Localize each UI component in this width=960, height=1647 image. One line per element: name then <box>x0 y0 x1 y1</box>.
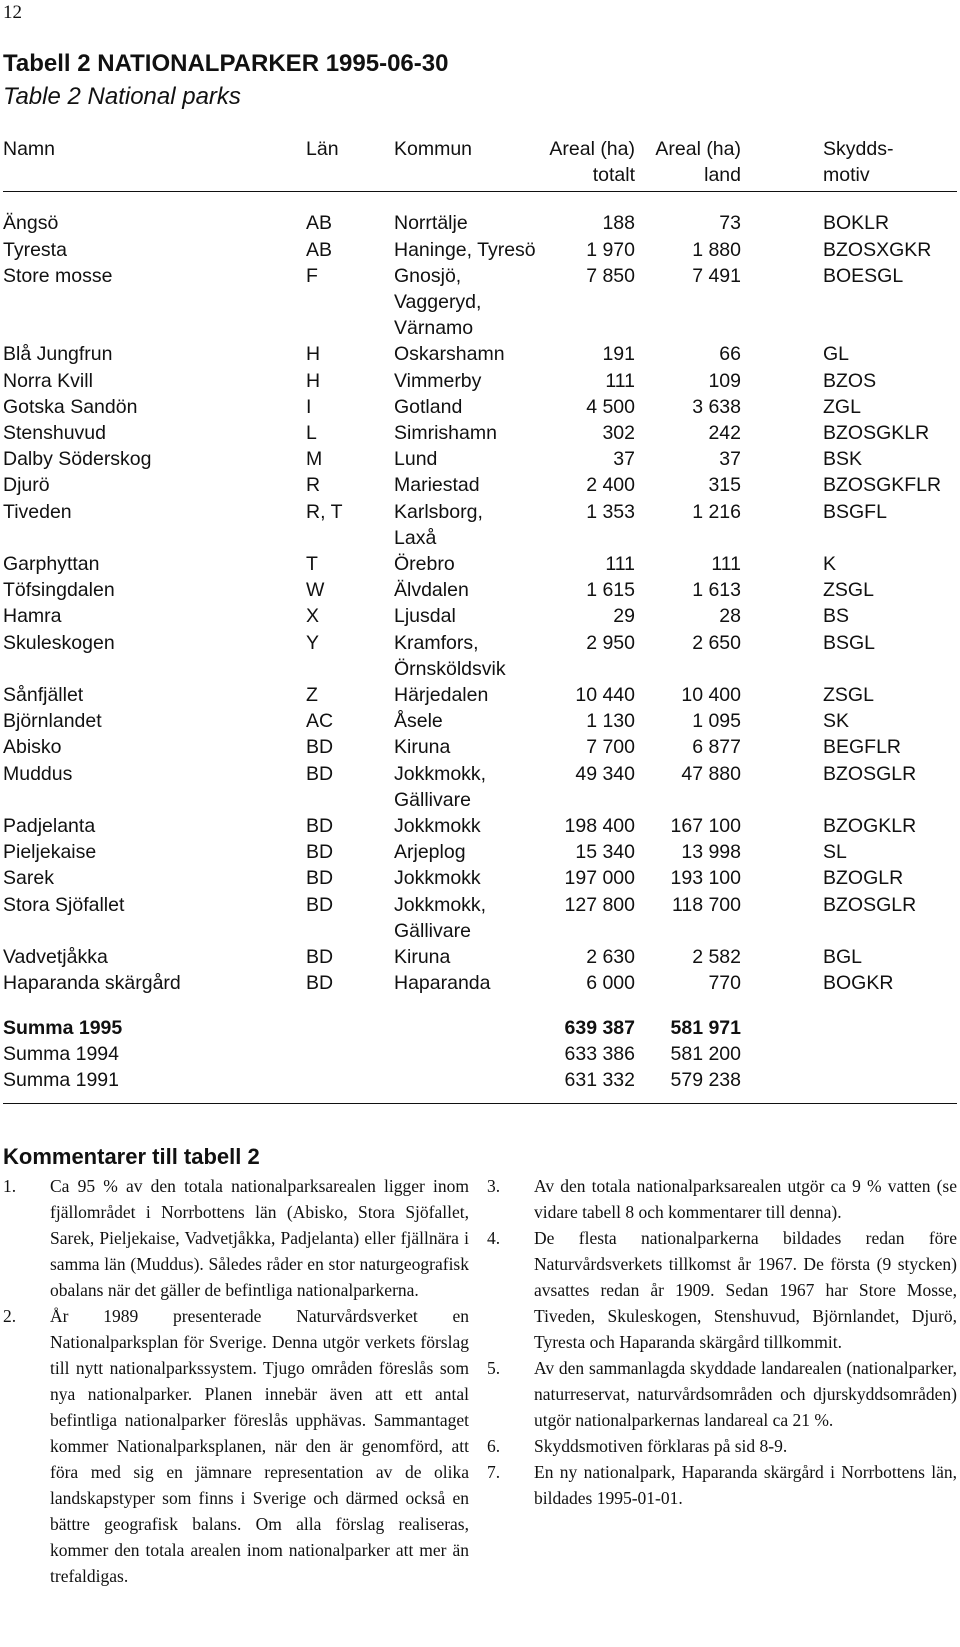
park-areal-totalt: 2 950 <box>586 631 635 654</box>
comment-item <box>487 1173 957 1225</box>
sum-areal-land: 581 200 <box>670 1042 741 1065</box>
table-row <box>3 892 957 944</box>
park-kommun <box>394 734 523 760</box>
park-kommun <box>394 368 523 394</box>
park-kommun <box>394 210 523 236</box>
kommun-line: Arjeplog <box>394 841 466 864</box>
park-areal-land: 1 613 <box>692 579 741 602</box>
sum-label: Summa 1994 <box>3 1042 119 1065</box>
sum-areal-land: 579 238 <box>635 1067 741 1104</box>
park-skyddsmotiv: GL <box>823 343 850 366</box>
park-kommun <box>394 394 523 420</box>
column-gap <box>741 1015 823 1041</box>
kommun-line: Norrtälje <box>394 212 468 235</box>
park-areal-totalt: 1 130 <box>586 710 635 733</box>
park-areal-totalt: 2 400 <box>586 474 635 497</box>
kommun-line: Örnsköldsvik <box>394 657 506 680</box>
table-row <box>3 420 957 446</box>
comment-item <box>487 1459 957 1511</box>
park-skyddsmotiv: BSK <box>823 448 863 471</box>
park-areal-land: 2 582 <box>692 946 741 969</box>
park-areal-land: 2 650 <box>692 631 741 654</box>
park-areal-totalt: 4 500 <box>586 395 635 418</box>
park-areal-totalt: 2 630 <box>586 946 635 969</box>
kommun-line: Simrishamn <box>394 422 497 445</box>
table-row <box>3 341 957 367</box>
park-areal-land: 193 100 <box>670 867 741 890</box>
column-gap <box>741 839 823 865</box>
park-kommun <box>394 970 523 996</box>
park-skyddsmotiv: BS <box>823 605 850 628</box>
park-kommun <box>394 708 523 734</box>
park-lan: BD <box>306 762 334 785</box>
park-lan: H <box>306 343 321 366</box>
park-lan: X <box>306 605 320 628</box>
park-kommun <box>394 682 523 708</box>
table-row <box>3 237 957 263</box>
column-gap <box>741 734 823 760</box>
comment-item <box>3 1303 469 1589</box>
park-lan: Y <box>306 631 320 654</box>
park-name: Norra Kvill <box>3 369 93 392</box>
table-row <box>3 499 957 551</box>
park-areal-totalt: 49 340 <box>575 762 635 785</box>
park-name: Stora Sjöfallet <box>3 893 125 916</box>
park-name: Skuleskogen <box>3 631 115 654</box>
park-skyddsmotiv: BZOS <box>823 369 877 392</box>
park-skyddsmotiv: BZOSGKFLR <box>823 474 942 497</box>
park-name: Hamra <box>3 605 62 628</box>
park-kommun <box>394 603 523 629</box>
kommun-line: Kiruna <box>394 946 451 969</box>
column-gap <box>741 682 823 708</box>
park-areal-land: 10 400 <box>681 684 741 707</box>
header-areal-land: Areal (ha) land <box>635 136 741 192</box>
park-areal-land: 7 491 <box>692 264 741 287</box>
table-row <box>3 865 957 891</box>
park-skyddsmotiv: ZSGL <box>823 579 874 602</box>
park-areal-land: 66 <box>719 343 741 366</box>
comment-text: Ca 95 % av den totala nationalparksarealen ligger inom fjällområdet i Norrbottens län (Abisko, Stora Sjöfallet, Sarek, Pieljekaise, Vadvetjåkka, Padjelanta) eller fjällnära i samma län (Muddus). Således råder en stor naturgeografisk obalans när det gäller de befintliga nationalparkerna. <box>50 1176 469 1300</box>
park-skyddsmotiv: BZOSGLR <box>823 762 917 785</box>
header-lan: Län <box>306 136 394 192</box>
comment-number: 7. <box>487 1462 501 1482</box>
comment-text: År 1989 presenterade Naturvårdsverket en Nationalparksplan för Sverige. Denna utgör verkets förslag till nytt nationalparkssystem. Tjugo områden föreslås som nya nationalparker. Planen innebär även att ett antal befintliga nationalparker föreslås upphävas. Sammantaget kommer Nationalparksplanen, när den är genomförd, att föra med sig en jämnare representation av de olika landskapstyper som finns i Sverige och därmed också en bättre geografisk balans. Om alla förslag realiseras, kommer den totala arealen inom nationalparker att mer än trefaldigas. <box>50 1306 469 1586</box>
park-areal-land: 13 998 <box>681 841 741 864</box>
column-gap <box>741 368 823 394</box>
park-lan: BD <box>306 972 334 995</box>
comments-title: Kommentarer till tabell 2 <box>3 1144 260 1169</box>
park-kommun <box>394 839 523 865</box>
table-row <box>3 551 957 577</box>
park-kommun <box>394 472 523 498</box>
park-areal-totalt: 127 800 <box>564 893 635 916</box>
table-row <box>3 970 957 996</box>
kommun-line: Jokkmokk <box>394 815 481 838</box>
park-lan: BD <box>306 893 334 916</box>
comment-number: 4. <box>487 1228 501 1248</box>
comment-text: De flesta nationalparkerna bildades redan före Naturvårdsverkets tillkomst år 1967. De första (9 stycken) avsattes redan år 1909. Sedan 1967 har Store Mosse, Tiveden, Skuleskogen, Stenshuvud, Björnlandet, Djurö, Tyresta och Haparanda skärgård tillkommit. <box>534 1228 957 1352</box>
park-kommun <box>394 865 523 891</box>
table-subtitle: Table 2 National parks <box>3 83 241 110</box>
kommun-line: Jokkmokk, <box>394 762 487 785</box>
table-row <box>3 682 957 708</box>
park-areal-totalt: 15 340 <box>575 841 635 864</box>
sum-label: Summa 1991 <box>3 1067 523 1104</box>
park-areal-land: 315 <box>708 474 741 497</box>
comment-text: Skyddsmotiven förklaras på sid 8-9. <box>534 1436 788 1456</box>
park-areal-totalt: 7 850 <box>586 264 635 287</box>
park-areal-land: 37 <box>719 448 741 471</box>
park-kommun <box>394 237 536 263</box>
park-lan: F <box>306 264 318 287</box>
park-areal-land: 111 <box>711 553 741 576</box>
park-skyddsmotiv: BOGKR <box>823 972 894 995</box>
park-areal-land: 118 700 <box>671 893 741 916</box>
park-kommun <box>394 420 523 446</box>
park-areal-totalt: 111 <box>605 369 635 392</box>
park-skyddsmotiv: BZOGLR <box>823 867 904 890</box>
park-lan: BD <box>306 736 334 759</box>
kommun-line: Gotland <box>394 395 463 418</box>
kommun-line: Vimmerby <box>394 369 482 392</box>
kommun-line: Älvdalen <box>394 579 469 602</box>
park-lan: BD <box>306 867 334 890</box>
sum-areal-land: 581 971 <box>670 1016 741 1039</box>
column-gap <box>741 970 823 996</box>
park-name: Sarek <box>3 867 54 890</box>
kommun-line: Haninge, Tyresö <box>394 238 536 261</box>
kommun-line: Karlsborg, <box>394 500 483 523</box>
park-areal-land: 242 <box>708 422 741 445</box>
park-kommun <box>394 761 523 813</box>
table-body <box>3 192 957 1104</box>
park-areal-totalt: 1 615 <box>586 579 635 602</box>
park-areal-totalt: 1 353 <box>586 500 635 523</box>
header-namn: Namn <box>3 136 306 192</box>
column-gap <box>741 813 823 839</box>
empty-cell <box>823 1067 957 1104</box>
park-areal-totalt: 198 400 <box>564 815 635 838</box>
park-skyddsmotiv: BOESGL <box>823 264 904 287</box>
park-name: Vadvetjåkka <box>3 946 108 969</box>
park-lan: H <box>306 369 321 392</box>
table-row <box>3 394 957 420</box>
table-row <box>3 761 957 813</box>
table-row <box>3 577 957 603</box>
table-row <box>3 263 957 342</box>
park-areal-land: 167 100 <box>670 815 741 838</box>
column-gap <box>741 892 823 944</box>
park-skyddsmotiv: ZSGL <box>823 684 874 707</box>
park-kommun <box>394 263 523 342</box>
table-row <box>3 603 957 629</box>
column-gap <box>741 472 823 498</box>
table-row <box>3 944 957 970</box>
park-lan: I <box>306 395 312 418</box>
comment-number: 1. <box>3 1176 17 1196</box>
table-row <box>3 813 957 839</box>
park-skyddsmotiv: BZOSGKLR <box>823 422 930 445</box>
park-skyddsmotiv: BZOSGLR <box>823 893 917 916</box>
column-gap <box>741 1067 823 1104</box>
park-areal-land: 770 <box>708 972 741 995</box>
park-areal-land: 1 880 <box>692 238 741 261</box>
kommun-line: Vaggeryd, <box>394 291 482 314</box>
park-areal-totalt: 29 <box>613 605 635 628</box>
park-areal-totalt: 188 <box>602 212 635 235</box>
park-lan: W <box>306 579 325 602</box>
park-skyddsmotiv: BSGL <box>823 631 876 654</box>
column-gap <box>741 210 823 236</box>
park-areal-totalt: 191 <box>602 343 635 366</box>
park-kommun <box>394 446 523 472</box>
column-gap <box>741 446 823 472</box>
park-skyddsmotiv: BZOGKLR <box>823 815 917 838</box>
park-lan: BD <box>306 946 334 969</box>
park-kommun <box>394 630 523 682</box>
comment-item <box>487 1433 957 1459</box>
park-lan: BD <box>306 815 334 838</box>
park-areal-totalt: 7 700 <box>586 736 635 759</box>
empty-cell <box>823 1041 957 1067</box>
park-name: Stenshuvud <box>3 422 106 445</box>
park-lan: BD <box>306 841 334 864</box>
park-lan: M <box>306 448 323 471</box>
park-kommun <box>394 892 523 944</box>
table-title: Tabell 2 NATIONALPARKER 1995-06-30 <box>3 50 449 77</box>
park-areal-totalt: 302 <box>602 422 635 445</box>
sum-row <box>3 1041 957 1067</box>
park-areal-land: 28 <box>719 605 741 628</box>
park-name: Haparanda skärgård <box>3 972 181 995</box>
park-areal-land: 1 216 <box>692 500 741 523</box>
park-skyddsmotiv: SK <box>823 710 850 733</box>
comment-number: 5. <box>487 1358 501 1378</box>
column-gap <box>741 865 823 891</box>
park-areal-land: 109 <box>708 369 741 392</box>
park-areal-land: 47 880 <box>681 762 741 785</box>
park-lan: R, T <box>306 500 343 523</box>
kommun-line: Lund <box>394 448 438 471</box>
park-kommun <box>394 341 523 367</box>
national-parks-table <box>3 136 957 1104</box>
header-areal-totalt: Areal (ha) totalt <box>523 136 635 192</box>
park-areal-totalt: 197 000 <box>564 867 635 890</box>
park-skyddsmotiv: BEGFLR <box>823 736 902 759</box>
park-areal-totalt: 111 <box>605 553 635 576</box>
table-row <box>3 708 957 734</box>
park-name: Store mosse <box>3 264 113 287</box>
kommun-line: Åsele <box>394 710 443 733</box>
park-skyddsmotiv: BGL <box>823 946 863 969</box>
sum-areal-totalt: 639 387 <box>564 1016 635 1039</box>
park-lan: AB <box>306 238 333 261</box>
kommun-line: Laxå <box>394 526 437 549</box>
kommun-line: Gällivare <box>394 919 471 942</box>
park-kommun <box>394 577 523 603</box>
park-areal-totalt: 6 000 <box>586 972 635 995</box>
table-row <box>3 839 957 865</box>
column-gap <box>741 708 823 734</box>
sum-label: Summa 1995 <box>3 1016 123 1039</box>
table-row <box>3 210 957 236</box>
page-number: 12 <box>3 2 22 23</box>
table-row <box>3 472 957 498</box>
kommun-line: Mariestad <box>394 474 480 497</box>
park-name: Ängsö <box>3 212 59 235</box>
park-lan: R <box>306 474 321 497</box>
kommun-line: Gällivare <box>394 788 471 811</box>
comments-right-column <box>487 1173 957 1511</box>
park-areal-totalt: 1 970 <box>586 238 635 261</box>
park-areal-land: 6 877 <box>692 736 741 759</box>
column-gap <box>741 761 823 813</box>
comment-number: 6. <box>487 1436 501 1456</box>
sum-row <box>3 1067 957 1104</box>
park-lan: T <box>306 553 318 576</box>
column-gap <box>741 263 823 342</box>
column-gap <box>741 944 823 970</box>
park-name: Dalby Söderskog <box>3 448 152 471</box>
park-skyddsmotiv: BZOSXGKR <box>823 238 932 261</box>
sum-areal-totalt: 631 332 <box>523 1067 635 1104</box>
column-gap <box>741 603 823 629</box>
kommun-line: Oskarshamn <box>394 343 505 366</box>
park-name: Muddus <box>3 762 73 785</box>
comment-number: 3. <box>487 1176 501 1196</box>
kommun-line: Värnamo <box>394 317 474 340</box>
table-header <box>3 136 957 192</box>
sum-row <box>3 1015 957 1041</box>
park-kommun <box>394 499 523 551</box>
header-skyddsmotiv: Skydds- motiv <box>823 136 957 192</box>
park-lan: AB <box>306 212 333 235</box>
park-areal-land: 3 638 <box>692 395 741 418</box>
park-name: Djurö <box>3 474 50 497</box>
kommun-line: Gnosjö, <box>394 264 462 287</box>
comment-item <box>487 1355 957 1433</box>
park-name: Gotska Sandön <box>3 395 138 418</box>
kommun-line: Jokkmokk, <box>394 893 487 916</box>
park-kommun <box>394 944 523 970</box>
column-gap <box>741 630 823 682</box>
park-name: Töfsingdalen <box>3 579 115 602</box>
park-name: Tiveden <box>3 500 72 523</box>
comment-text: En ny nationalpark, Haparanda skärgård i Norrbottens län, bildades 1995-01-01. <box>534 1462 957 1508</box>
comment-text: Av den sammanlagda skyddade landarealen (nationalparker, naturreservat, naturvårdsområden och djurskyddsområden) utgör nationalparkernas landareal ca 21 %. <box>534 1358 957 1430</box>
park-name: Blå Jungfrun <box>3 343 113 366</box>
column-gap <box>741 577 823 603</box>
column-gap <box>741 420 823 446</box>
park-kommun <box>394 551 523 577</box>
comment-text: Av den totala nationalparksarealen utgör ca 9 % vatten (se vidare tabell 8 och kommentarer till denna). <box>534 1176 957 1222</box>
park-lan: L <box>306 422 317 445</box>
park-name: Padjelanta <box>3 815 96 838</box>
park-areal-land: 73 <box>719 212 741 235</box>
park-skyddsmotiv: BSGFL <box>823 500 887 523</box>
kommun-line: Örebro <box>394 553 455 576</box>
sum-areal-totalt: 633 386 <box>564 1042 635 1065</box>
table-row <box>3 368 957 394</box>
park-lan: AC <box>306 710 334 733</box>
park-name: Sånfjället <box>3 684 84 707</box>
park-lan: Z <box>306 684 318 707</box>
park-skyddsmotiv: K <box>823 553 837 576</box>
kommun-line: Jokkmokk <box>394 867 481 890</box>
table-row <box>3 630 957 682</box>
park-areal-totalt: 37 <box>613 448 635 471</box>
park-skyddsmotiv: BOKLR <box>823 212 890 235</box>
comment-item <box>3 1173 469 1303</box>
park-areal-totalt: 10 440 <box>575 684 635 707</box>
kommun-line: Ljusdal <box>394 605 456 628</box>
park-name: Björnlandet <box>3 710 102 733</box>
kommun-line: Härjedalen <box>394 684 489 707</box>
park-name: Tyresta <box>3 238 67 261</box>
column-gap <box>741 1041 823 1067</box>
header-kommun: Kommun <box>394 136 523 192</box>
comment-item <box>487 1225 957 1355</box>
park-name: Pieljekaise <box>3 841 97 864</box>
comment-number: 2. <box>3 1306 17 1326</box>
park-kommun <box>394 813 523 839</box>
empty-cell <box>823 1015 957 1041</box>
park-areal-land: 1 095 <box>692 710 741 733</box>
column-gap <box>741 551 823 577</box>
park-skyddsmotiv: SL <box>823 841 847 864</box>
column-gap <box>741 237 823 263</box>
column-gap <box>741 394 823 420</box>
table-row <box>3 734 957 760</box>
column-gap <box>741 499 823 551</box>
kommun-line: Kiruna <box>394 736 451 759</box>
park-name: Garphyttan <box>3 553 100 576</box>
park-name: Abisko <box>3 736 62 759</box>
table-row <box>3 446 957 472</box>
column-gap <box>741 341 823 367</box>
kommun-line: Kramfors, <box>394 631 479 654</box>
park-skyddsmotiv: ZGL <box>823 395 861 418</box>
kommun-line: Haparanda <box>394 972 491 995</box>
comments-left-column <box>3 1173 469 1589</box>
